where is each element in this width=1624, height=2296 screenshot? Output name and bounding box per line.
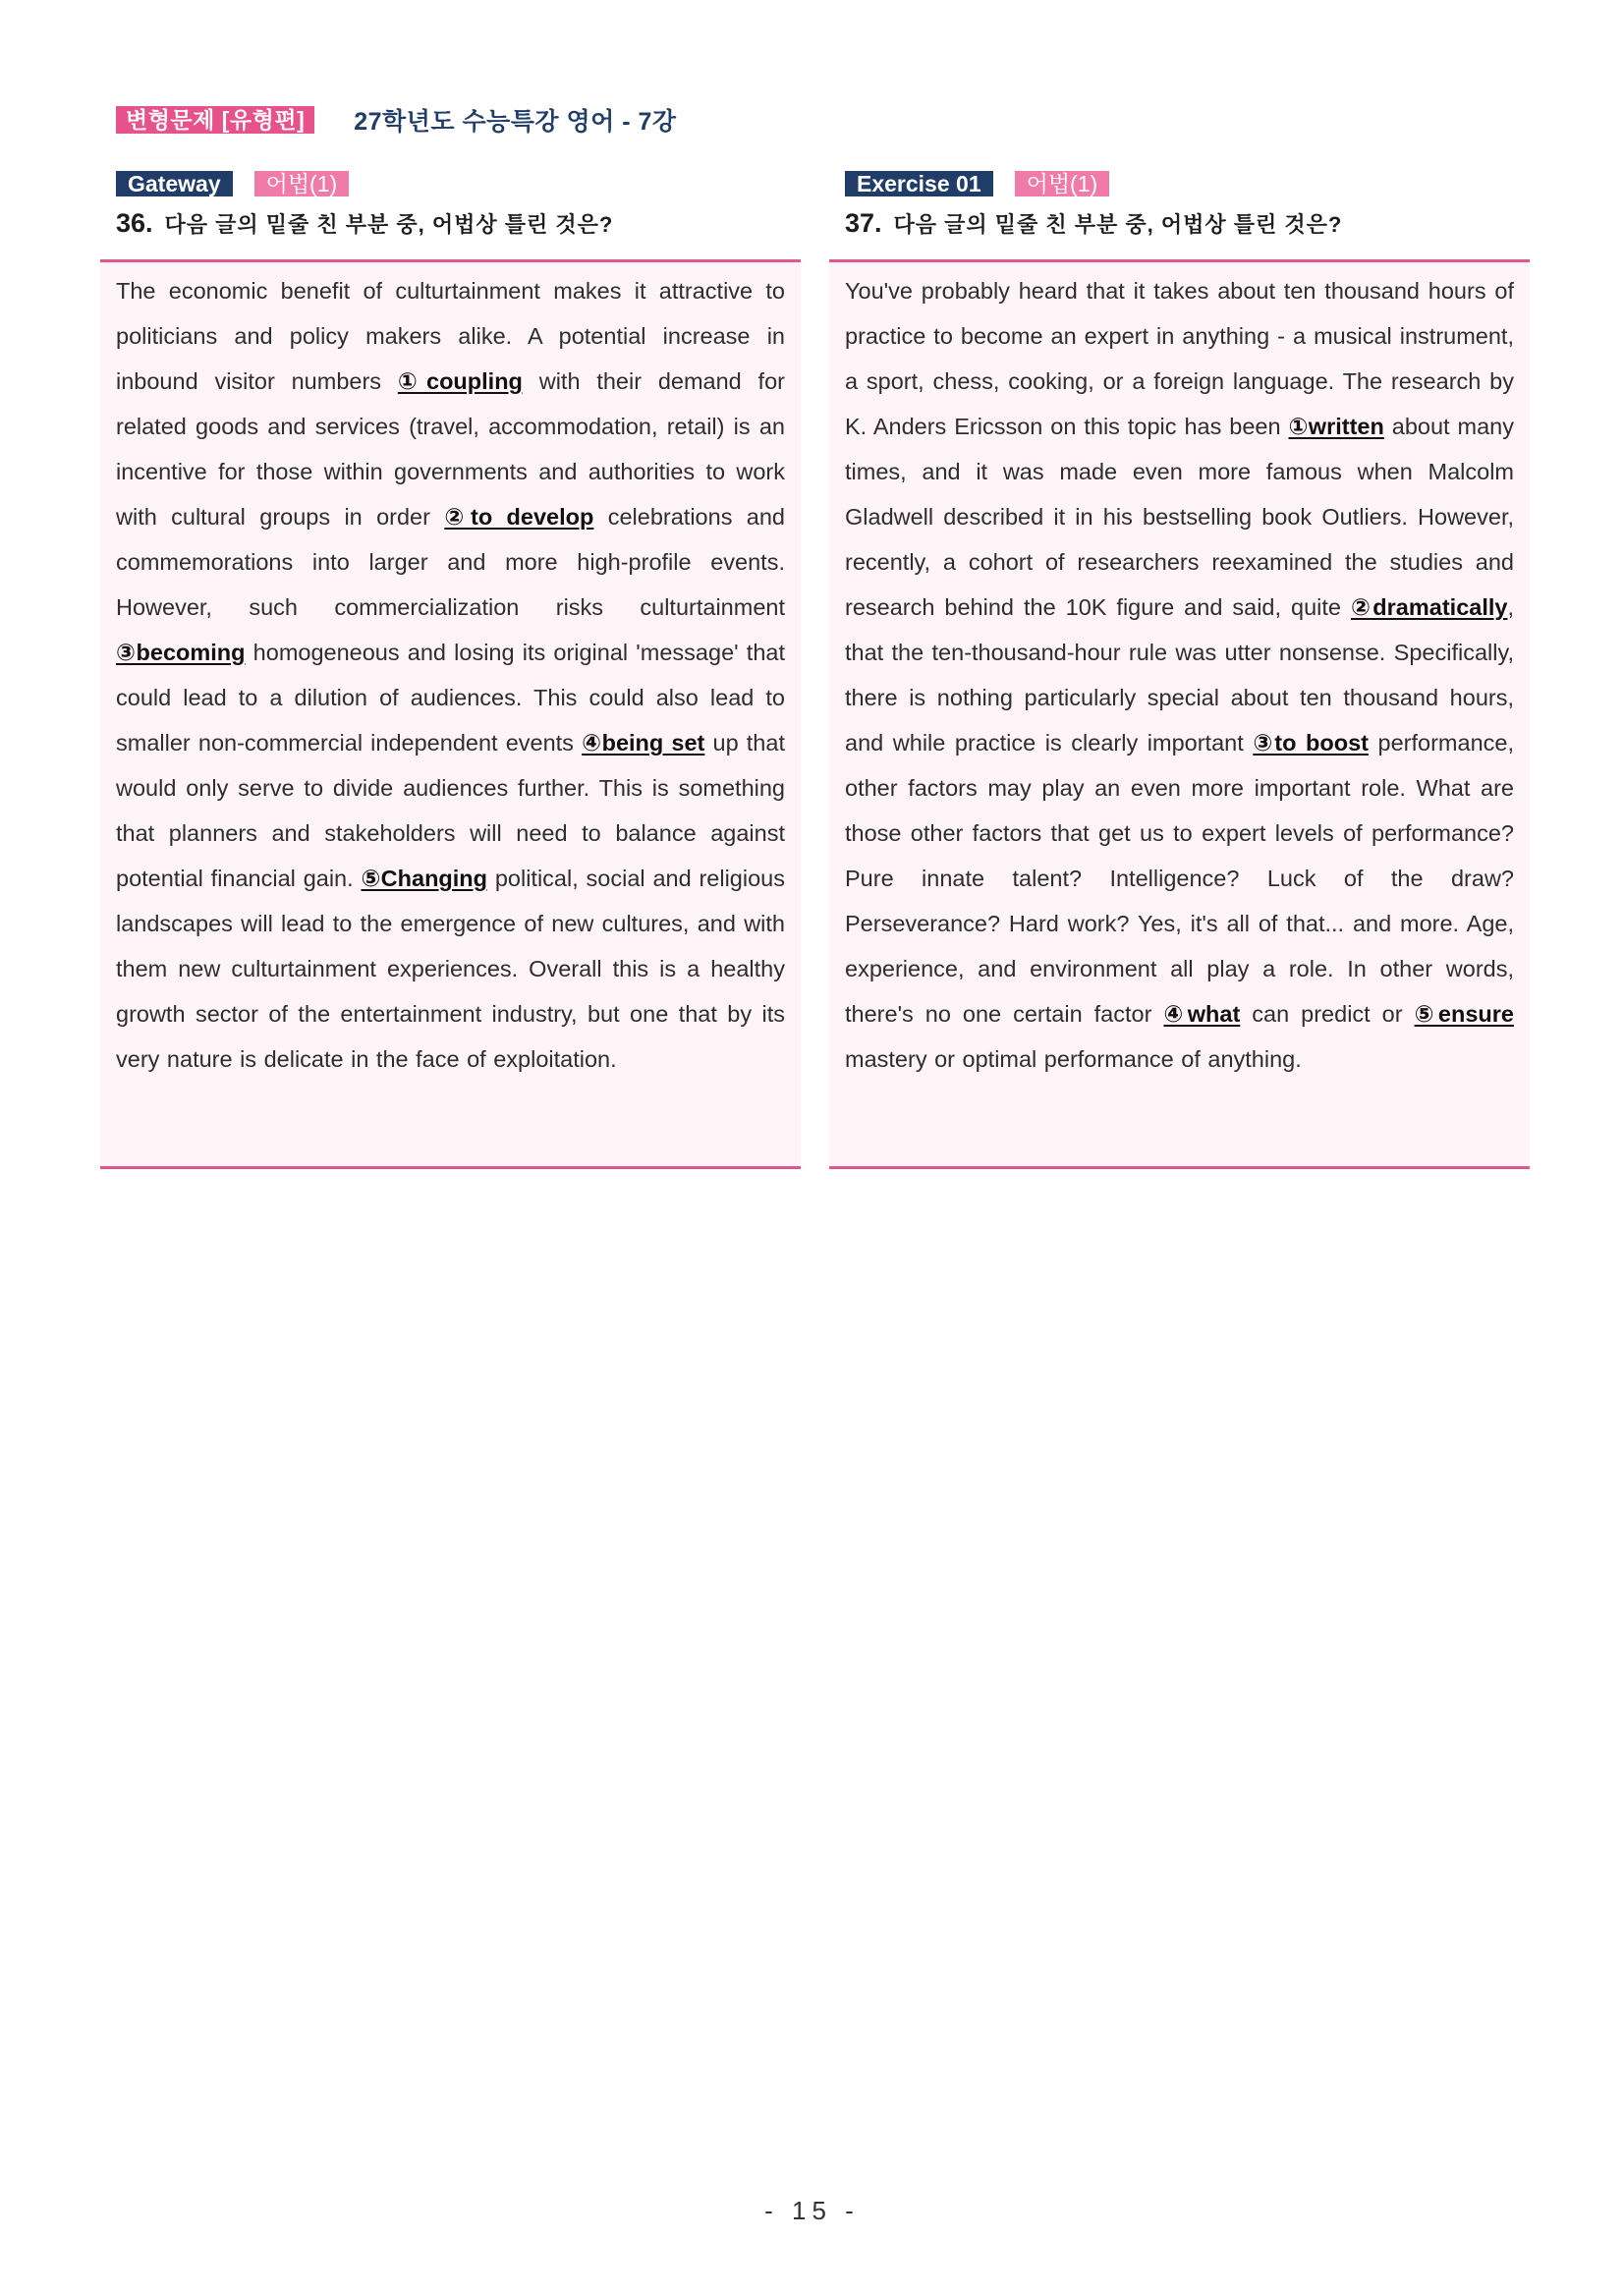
passage-segment: about many times, and it was made even more famous when Malcolm Gladwell described it in his bestselling book Outliers. However, recently, a cohort of researchers reexamined the studies and research behind the 10K figure and said, quite (845, 414, 1514, 620)
question-text: 다음 글의 밑줄 친 부분 중, 어법상 틀린 것은? (164, 212, 614, 237)
question-labels (829, 171, 1530, 196)
passage-segment: , that the ten-thousand-hour rule was utter nonsense. Specifically, there is nothing particularly special about ten thousand hours, and while practice is clearly important (845, 594, 1514, 756)
passage-segment: mastery or optimal performance of anything. (845, 1046, 1302, 1072)
question-number: 37. (845, 208, 882, 238)
question-text: 다음 글의 밑줄 친 부분 중, 어법상 틀린 것은? (893, 212, 1343, 237)
underlined-choice-4: ④what (1163, 1001, 1241, 1027)
passage-segment: political, social and religious landscapes will lead to the emergence of new cultures, and with them new culturtainment experiences. Overall this is a healthy growth sector of the entertainment industry, but one that by its very nature is delicate in the face of exploitation. (116, 866, 785, 1072)
passage-box (100, 259, 801, 1169)
underlined-choice-2: ②dramatically (1350, 594, 1508, 620)
page-header (116, 104, 677, 136)
passage-segment: You've probably heard that it takes about ten thousand hours of practice to become an expert in anything - a musical instrument, a sport, chess, cooking, or a foreign language. The research by K. Anders Ericsson on this topic has been (845, 278, 1514, 439)
passage-segment: homogeneous and losing its original 'message' that could lead to a dilution of audiences. This could also lead to smaller non-commercial independent events (116, 640, 785, 756)
question-header (100, 208, 801, 242)
passage-segment: with their demand for related goods and services (travel, accommodation, retail) is an incentive for those within governments and authorities to work with cultural groups in order (116, 368, 785, 530)
question-number: 36. (116, 208, 153, 238)
underlined-choice-4: ④being set (582, 730, 705, 756)
underlined-choice-1: ①coupling (397, 368, 523, 394)
question-labels (100, 171, 801, 196)
question-header (829, 208, 1530, 242)
passage-text (116, 268, 785, 1082)
passage-segment: The economic benefit of culturtainment makes it attractive to politicians and policy makers alike. A potential increase in inbound visitor numbers (116, 278, 785, 394)
underlined-choice-3: ③to boost (1253, 730, 1369, 756)
passage-segment: up that would only serve to divide audiences further. This is something that planners and stakeholders will need to balance against potential financial gain. (116, 730, 785, 891)
underlined-choice-1: ①written (1288, 414, 1384, 439)
passage-text (845, 268, 1514, 1082)
question-36-column (100, 171, 801, 1169)
section-tag: 변형문제 [유형편] (116, 106, 314, 134)
question-37-column (829, 171, 1530, 1169)
page-title: 27학년도 수능특강 영어 - 7강 (354, 108, 677, 136)
grammar-label: 어법(1) (1015, 171, 1110, 196)
underlined-choice-2: ②to develop (444, 504, 594, 530)
page-number: - 15 - (764, 2196, 860, 2225)
underlined-choice-5: ⑤ensure (1414, 1001, 1514, 1027)
underlined-choice-3: ③becoming (116, 640, 246, 665)
passage-segment: performance, other factors may play an even more important role. What are those other factors that get us to expert levels of performance? Pure innate talent? Intelligence? Luck of the draw? Perseverance? Hard work? Yes, it's all of that... and more. Age, experience, and environment all play a role. In other words, there's no one certain factor (845, 730, 1514, 1027)
underlined-choice-5: ⑤Changing (361, 866, 488, 891)
passage-segment: can predict or (1240, 1001, 1415, 1027)
exercise-label: Exercise 01 (845, 171, 993, 196)
gateway-label: Gateway (116, 171, 233, 196)
passage-segment: celebrations and commemorations into larger and more high-profile events. However, such commercialization risks culturtainment (116, 504, 785, 620)
grammar-label: 어법(1) (254, 171, 350, 196)
passage-box (829, 259, 1530, 1169)
